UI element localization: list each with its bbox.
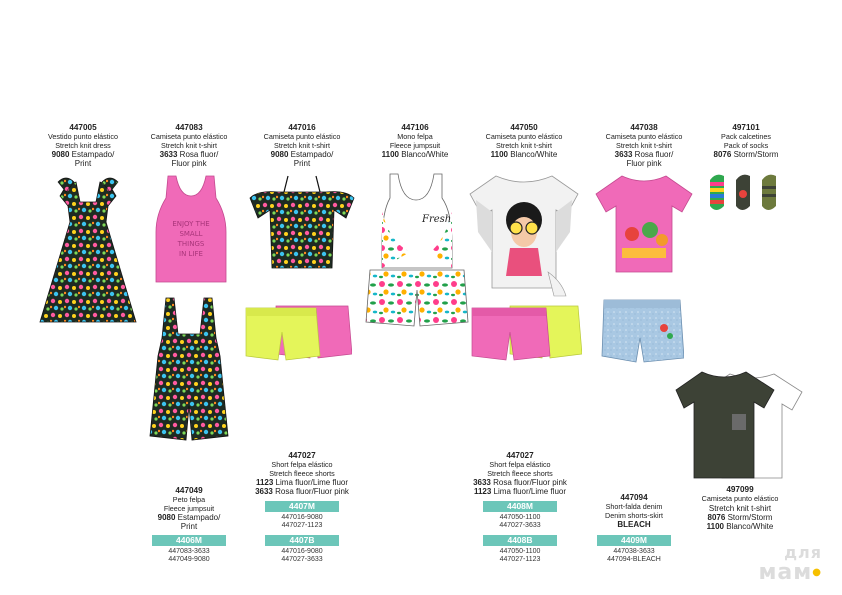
product-name-es: Camiseta punto elástico — [605, 132, 683, 142]
look-tag-4409M: 4409M — [597, 535, 671, 546]
product-name-es: Camiseta punto elástico — [485, 132, 563, 142]
look-tag-4407M: 4407M — [265, 501, 339, 512]
product-name-es: Short felpa elástico — [489, 460, 551, 470]
product-color: 1100 Blanco/White — [490, 150, 558, 160]
product-code: 447027 — [506, 451, 534, 460]
product-name-en: Stretch knit t-shirt — [496, 140, 552, 150]
shorts-illustration — [470, 302, 582, 362]
look-refs: 447050-1100 447027-1123 — [499, 548, 541, 563]
product-name-es: Camiseta punto elástico — [150, 132, 228, 142]
product-name-es: Camiseta punto elástico — [263, 132, 341, 142]
product-497099-label — [702, 486, 779, 531]
svg-text:SMALL: SMALL — [179, 230, 203, 238]
product-447106-label — [382, 124, 449, 159]
look-tag-4408B: 4408B — [483, 535, 557, 546]
product-447083-label — [151, 124, 228, 169]
product-name-en: Stretch fleece shorts — [487, 468, 553, 478]
product-name-en: Denim shorts-skirt — [605, 510, 663, 520]
dress-illustration — [36, 172, 140, 328]
product-447027-label — [473, 452, 567, 497]
look-refs: 447050-1100 447027-3633 — [499, 514, 541, 529]
product-code: 447083 — [175, 123, 203, 132]
look-refs: 447038-3633 447094-BLEACH — [607, 548, 661, 563]
product-color: 1123 Lima fluor/Lime fluor — [255, 478, 349, 488]
product-code: 447050 — [510, 123, 538, 132]
product-name-en: Stretch knit t-shirt — [161, 140, 217, 150]
product-code: 447005 — [69, 123, 97, 132]
product-code: 447049 — [175, 486, 203, 495]
svg-text:ENJOY THE: ENJOY THE — [172, 220, 210, 228]
product-497101-label — [714, 124, 779, 159]
girl-tshirt-illustration — [466, 172, 582, 300]
product-name-es: Pack calcetines — [721, 132, 771, 142]
look-tag-4406M: 4406M — [152, 535, 226, 546]
product-color-2: Fluor pink — [171, 159, 207, 169]
product-name-es: Peto felpa — [172, 495, 206, 505]
watermark-logo: для мам● — [758, 543, 822, 585]
look-tag-4408M: 4408M — [483, 501, 557, 512]
product-name-en: Stretch knit t-shirt — [708, 503, 772, 513]
product-447049-label — [158, 487, 221, 532]
product-code: 447106 — [401, 123, 429, 132]
svg-text:THINGS: THINGS — [177, 240, 205, 248]
product-code: 497099 — [726, 485, 754, 494]
product-name-en: Fleece jumpsuit — [163, 503, 215, 513]
product-color-2: 1123 Lima fluor/Lime fluor — [473, 487, 567, 497]
product-name-en: Stretch knit dress — [55, 140, 111, 150]
product-color: 9080 Estampado/ — [157, 513, 221, 523]
product-color-2: 1100 Blanco/White — [706, 522, 774, 532]
product-color: 8076 Storm/Storm — [707, 513, 773, 523]
look-refs: 447083-3633 447049-9080 — [168, 548, 210, 563]
product-name-en: Stretch knit t-shirt — [616, 140, 672, 150]
product-color-2: Print — [74, 159, 92, 169]
offshoulder-top-illustration — [248, 174, 356, 274]
jumpsuit-illustration — [360, 172, 470, 332]
product-color: 8076 Storm/Storm — [713, 150, 779, 160]
product-name-en: Stretch knit t-shirt — [274, 140, 330, 150]
shorts-illustration — [244, 302, 352, 362]
product-name-en: Pack of socks — [723, 140, 769, 150]
product-code: 447094 — [620, 493, 648, 502]
product-code: 497101 — [732, 123, 760, 132]
svg-text:Fresh: Fresh — [422, 214, 452, 225]
product-code: 447038 — [630, 123, 658, 132]
product-447027-label — [255, 452, 349, 497]
product-447005-label — [48, 124, 118, 169]
look-refs: 447016-9080 447027-3633 — [281, 548, 323, 563]
product-color: BLEACH — [617, 520, 651, 530]
product-name-en: Fleece jumpsuit — [389, 140, 441, 150]
tank-top-illustration — [150, 174, 232, 286]
product-code: 447027 — [288, 451, 316, 460]
product-color-2: Fluor pink — [626, 159, 662, 169]
product-color: 3633 Rosa fluor/ — [159, 150, 219, 160]
product-name-es: Vestido punto elástico — [48, 132, 118, 142]
svg-text:IN LIFE: IN LIFE — [179, 250, 203, 258]
product-color-2: Print — [293, 159, 311, 169]
product-name-en: Stretch fleece shorts — [269, 468, 335, 478]
product-color-2: Print — [180, 522, 198, 532]
product-color: 3633 Rosa fluor/ — [614, 150, 674, 160]
product-color: 1100 Blanco/White — [381, 150, 449, 160]
product-color-2: 3633 Rosa fluor/Fluor pink — [255, 487, 349, 497]
product-color: 9080 Estampado/ — [270, 150, 334, 160]
product-code: 447016 — [288, 123, 316, 132]
product-color: 3633 Rosa fluor/Fluor pink — [473, 478, 567, 488]
product-447050-label — [486, 124, 563, 159]
product-name-es: Mono felpa — [397, 132, 433, 142]
dungaree-illustration — [144, 296, 234, 446]
tshirt-pack-illustration — [674, 366, 806, 486]
product-name-es: Short felpa elástico — [271, 460, 333, 470]
socks-illustration — [706, 172, 784, 214]
look-refs: 447016-9080 447027-1123 — [281, 514, 323, 529]
product-447038-label — [606, 124, 683, 169]
look-tag-4407B: 4407B — [265, 535, 339, 546]
product-name-es: Short-falda denim — [605, 502, 663, 512]
product-447016-label — [264, 124, 341, 169]
denim-skort-illustration — [600, 298, 684, 364]
product-name-es: Camiseta punto elástico — [701, 494, 779, 504]
pink-tshirt-illustration — [592, 172, 696, 278]
product-447094-label — [605, 494, 663, 529]
product-color: 9080 Estampado/ — [51, 150, 115, 160]
